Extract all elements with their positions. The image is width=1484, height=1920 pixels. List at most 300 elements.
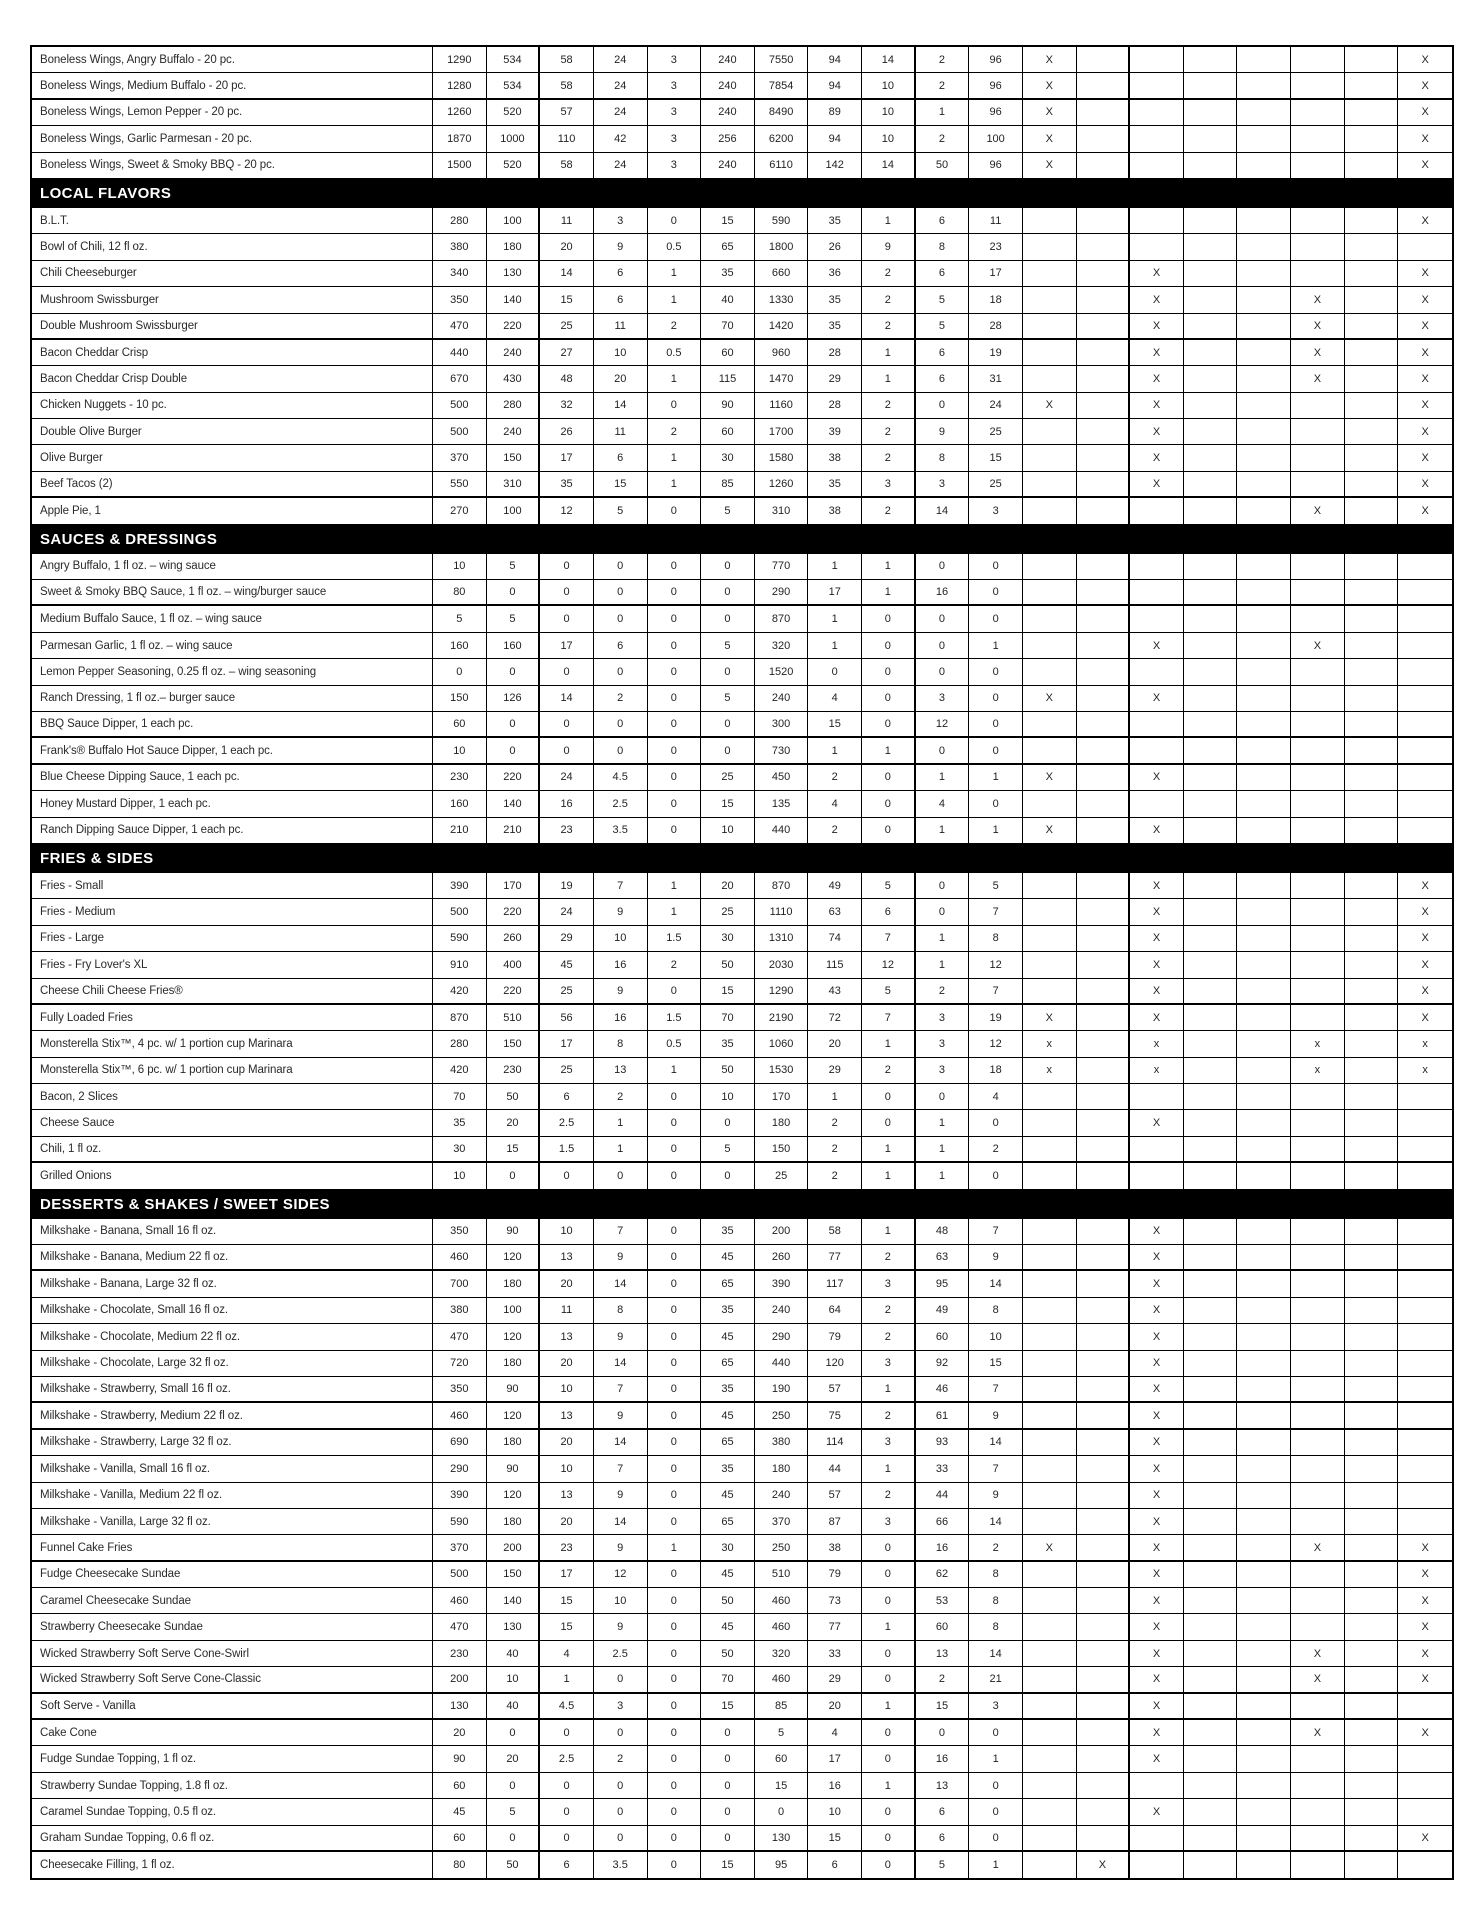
item-name-cell: Mushroom Swissburger xyxy=(32,287,433,312)
nutrition-value-cell: 220 xyxy=(487,899,541,924)
nutrition-value-cell: 8490 xyxy=(755,100,809,125)
nutrition-value-cell: 3 xyxy=(648,100,702,125)
nutrition-value-cell: 20 xyxy=(487,1746,541,1771)
nutrition-value-cell: 20 xyxy=(808,1031,862,1056)
allergen-empty-cell xyxy=(1291,952,1345,977)
nutrition-value-cell: 23 xyxy=(540,1535,594,1559)
allergen-empty-cell xyxy=(1345,498,1399,523)
nutrition-value-cell: 17 xyxy=(808,580,862,604)
nutrition-value-cell: 200 xyxy=(755,1219,809,1244)
nutrition-value-cell: 8 xyxy=(594,1298,648,1323)
table-row xyxy=(32,234,1452,260)
nutrition-value-cell: 58 xyxy=(540,47,594,72)
nutrition-value-cell: 20 xyxy=(808,1694,862,1718)
nutrition-value-cell: 38 xyxy=(808,1535,862,1559)
allergen-empty-cell xyxy=(1291,554,1345,579)
nutrition-value-cell: 0 xyxy=(540,1799,594,1824)
nutrition-value-cell: 0 xyxy=(969,554,1023,579)
allergen-empty-cell xyxy=(1130,1773,1184,1798)
nutrition-value-cell: 70 xyxy=(701,1667,755,1691)
allergen-empty-cell xyxy=(1077,1351,1131,1376)
allergen-empty-cell xyxy=(1077,314,1131,338)
nutrition-value-cell: 0 xyxy=(916,633,970,658)
nutrition-value-cell: 5 xyxy=(594,498,648,523)
item-name-cell: Strawberry Cheesecake Sundae xyxy=(32,1614,433,1639)
nutrition-value-cell: 57 xyxy=(540,100,594,125)
allergen-empty-cell xyxy=(1077,633,1131,658)
nutrition-value-cell: 2 xyxy=(916,47,970,72)
allergen-empty-cell xyxy=(1023,1720,1077,1745)
nutrition-value-cell: 0 xyxy=(594,1773,648,1798)
nutrition-value-cell: 9 xyxy=(969,1483,1023,1508)
item-name-cell: Milkshake - Strawberry, Large 32 fl oz. xyxy=(32,1430,433,1455)
nutrition-value-cell: 1 xyxy=(862,366,916,391)
nutrition-value-cell: 870 xyxy=(755,873,809,898)
allergen-empty-cell xyxy=(1023,926,1077,951)
nutrition-value-cell: 20 xyxy=(540,1351,594,1376)
nutrition-value-cell: 5 xyxy=(487,1799,541,1824)
allergen-empty-cell xyxy=(1345,633,1399,658)
allergen-empty-cell xyxy=(1130,1852,1184,1878)
allergen-empty-cell xyxy=(1345,1403,1399,1427)
allergen-empty-cell xyxy=(1237,1799,1291,1824)
nutrition-value-cell: 8 xyxy=(916,234,970,259)
nutrition-value-cell: 1 xyxy=(648,472,702,496)
nutrition-value-cell: 1 xyxy=(969,818,1023,843)
allergen-empty-cell xyxy=(1077,47,1131,72)
allergen-empty-cell xyxy=(1398,1377,1452,1401)
nutrition-value-cell: 10 xyxy=(594,926,648,951)
allergen-empty-cell xyxy=(1345,791,1399,816)
allergen-empty-cell xyxy=(1077,873,1131,898)
table-row xyxy=(32,1377,1452,1403)
nutrition-value-cell: 1290 xyxy=(755,979,809,1003)
nutrition-value-cell: 45 xyxy=(540,952,594,977)
table-row xyxy=(32,1110,1452,1136)
allergen-x-mark-cell: x xyxy=(1023,1058,1077,1083)
allergen-empty-cell xyxy=(1184,1058,1238,1083)
nutrition-value-cell: 73 xyxy=(808,1588,862,1613)
nutrition-value-cell: 5 xyxy=(433,606,487,631)
allergen-empty-cell xyxy=(1184,926,1238,951)
table-row xyxy=(32,208,1452,234)
allergen-empty-cell xyxy=(1345,1031,1399,1056)
nutrition-value-cell: 23 xyxy=(540,818,594,843)
nutrition-value-cell: 15 xyxy=(916,1694,970,1718)
nutrition-value-cell: 0 xyxy=(540,1720,594,1745)
nutrition-value-cell: 15 xyxy=(487,1137,541,1161)
allergen-empty-cell xyxy=(1291,738,1345,762)
nutrition-value-cell: 0 xyxy=(648,1110,702,1135)
table-row xyxy=(32,1588,1452,1614)
nutrition-value-cell: 0 xyxy=(648,208,702,233)
allergen-empty-cell xyxy=(1023,1509,1077,1534)
nutrition-value-cell: 1 xyxy=(969,1852,1023,1878)
nutrition-value-cell: 29 xyxy=(540,926,594,951)
allergen-empty-cell xyxy=(1291,1483,1345,1508)
table-row xyxy=(32,73,1452,99)
allergen-empty-cell xyxy=(1184,1562,1238,1587)
allergen-empty-cell xyxy=(1077,1298,1131,1323)
nutrition-value-cell: 0 xyxy=(862,1826,916,1850)
nutrition-value-cell: 0 xyxy=(648,1720,702,1745)
nutrition-value-cell: 0 xyxy=(648,1746,702,1771)
nutrition-value-cell: 0 xyxy=(862,1535,916,1559)
nutrition-value-cell: 310 xyxy=(755,498,809,523)
allergen-empty-cell xyxy=(1291,1403,1345,1427)
nutrition-value-cell: 24 xyxy=(594,153,648,178)
nutrition-value-cell: 120 xyxy=(487,1245,541,1269)
allergen-x-mark-cell: X xyxy=(1023,126,1077,151)
nutrition-value-cell: 0 xyxy=(594,1163,648,1188)
nutrition-value-cell: 0 xyxy=(969,1799,1023,1824)
item-name-cell: Chili, 1 fl oz. xyxy=(32,1137,433,1161)
allergen-empty-cell xyxy=(1184,100,1238,125)
nutrition-value-cell: 1 xyxy=(808,738,862,762)
allergen-x-mark-cell: X xyxy=(1291,366,1345,391)
allergen-x-mark-cell: X xyxy=(1023,47,1077,72)
nutrition-value-cell: 590 xyxy=(755,208,809,233)
nutrition-value-cell: 430 xyxy=(487,366,541,391)
allergen-empty-cell xyxy=(1023,738,1077,762)
nutrition-value-cell: 130 xyxy=(487,261,541,286)
item-name-cell: Milkshake - Strawberry, Small 16 fl oz. xyxy=(32,1377,433,1401)
nutrition-value-cell: 30 xyxy=(701,445,755,470)
nutrition-value-cell: 35 xyxy=(701,1456,755,1481)
nutrition-value-cell: 1 xyxy=(808,606,862,631)
allergen-x-mark-cell: X xyxy=(1130,1403,1184,1427)
nutrition-value-cell: 0 xyxy=(648,659,702,684)
nutrition-value-cell: 690 xyxy=(433,1430,487,1455)
allergen-empty-cell xyxy=(1291,1588,1345,1613)
nutrition-value-cell: 35 xyxy=(808,287,862,312)
allergen-empty-cell xyxy=(1023,1773,1077,1798)
item-name-cell: Fries - Fry Lover's XL xyxy=(32,952,433,977)
allergen-x-mark-cell: x xyxy=(1291,1031,1345,1056)
nutrition-value-cell: 1.5 xyxy=(648,926,702,951)
allergen-empty-cell xyxy=(1130,712,1184,736)
nutrition-value-cell: 90 xyxy=(701,393,755,418)
nutrition-value-cell: 35 xyxy=(701,261,755,286)
allergen-empty-cell xyxy=(1184,1720,1238,1745)
allergen-empty-cell xyxy=(1398,1403,1452,1427)
nutrition-value-cell: 910 xyxy=(433,952,487,977)
nutrition-value-cell: 0 xyxy=(701,738,755,762)
allergen-x-mark-cell: X xyxy=(1421,1647,1429,1660)
nutrition-value-cell: 50 xyxy=(701,1058,755,1083)
nutrition-value-cell: 510 xyxy=(487,1005,541,1030)
nutrition-value-cell: 390 xyxy=(433,873,487,898)
nutrition-value-cell: 0 xyxy=(701,1826,755,1850)
nutrition-value-cell: 4 xyxy=(808,791,862,816)
nutrition-value-cell: 45 xyxy=(701,1324,755,1349)
allergen-empty-cell xyxy=(1184,1614,1238,1639)
nutrition-value-cell: 470 xyxy=(433,1614,487,1639)
nutrition-value-cell: 6 xyxy=(916,261,970,286)
allergen-empty-cell xyxy=(1237,208,1291,233)
allergen-empty-cell xyxy=(1077,208,1131,233)
allergen-empty-cell xyxy=(1184,606,1238,631)
nutrition-value-cell: 1 xyxy=(808,1084,862,1109)
allergen-empty-cell xyxy=(1077,1031,1131,1056)
nutrition-value-cell: 0 xyxy=(862,1746,916,1771)
allergen-empty-cell xyxy=(1023,1852,1077,1878)
table-row xyxy=(32,153,1452,179)
nutrition-value-cell: 10 xyxy=(540,1456,594,1481)
allergen-empty-cell xyxy=(1237,791,1291,816)
nutrition-value-cell: 3 xyxy=(862,1271,916,1296)
nutrition-value-cell: 1 xyxy=(648,261,702,286)
nutrition-value-cell: 0 xyxy=(648,765,702,790)
nutrition-value-cell: 380 xyxy=(755,1430,809,1455)
nutrition-value-cell: 5 xyxy=(969,873,1023,898)
nutrition-value-cell: 0 xyxy=(862,1799,916,1824)
nutrition-value-cell: 10 xyxy=(862,126,916,151)
nutrition-value-cell: 50 xyxy=(487,1852,541,1878)
allergen-empty-cell xyxy=(1184,952,1238,977)
nutrition-value-cell: 380 xyxy=(433,234,487,259)
nutrition-value-cell: 0 xyxy=(916,554,970,579)
allergen-empty-cell xyxy=(1130,659,1184,684)
nutrition-value-cell: 79 xyxy=(808,1324,862,1349)
nutrition-value-cell: 270 xyxy=(433,498,487,523)
nutrition-value-cell: 240 xyxy=(701,153,755,178)
allergen-empty-cell xyxy=(1345,1483,1399,1508)
nutrition-value-cell: 24 xyxy=(594,47,648,72)
allergen-empty-cell xyxy=(1184,1588,1238,1613)
nutrition-value-cell: 74 xyxy=(808,926,862,951)
nutrition-value-cell: 24 xyxy=(969,393,1023,418)
allergen-empty-cell xyxy=(1184,554,1238,579)
allergen-empty-cell xyxy=(1237,738,1291,762)
allergen-empty-cell xyxy=(1077,1588,1131,1613)
nutrition-value-cell: 95 xyxy=(916,1271,970,1296)
allergen-empty-cell xyxy=(1291,1852,1345,1878)
allergen-empty-cell xyxy=(1184,818,1238,843)
nutrition-value-cell: 14 xyxy=(969,1641,1023,1666)
nutrition-value-cell: 15 xyxy=(808,1826,862,1850)
nutrition-value-cell: 20 xyxy=(594,366,648,391)
nutrition-value-cell: 1 xyxy=(648,445,702,470)
nutrition-value-cell: 260 xyxy=(487,926,541,951)
allergen-x-mark-cell: X xyxy=(1291,340,1345,365)
nutrition-value-cell: 0 xyxy=(969,606,1023,631)
nutrition-value-cell: 0 xyxy=(701,1720,755,1745)
nutrition-value-cell: 11 xyxy=(540,1298,594,1323)
item-name-cell: Blue Cheese Dipping Sauce, 1 each pc. xyxy=(32,765,433,790)
allergen-empty-cell xyxy=(1184,73,1238,97)
nutrition-value-cell: 30 xyxy=(433,1137,487,1161)
nutrition-value-cell: 39 xyxy=(808,419,862,444)
allergen-x-mark-cell: X xyxy=(1130,1005,1184,1030)
nutrition-value-cell: 0 xyxy=(648,1163,702,1188)
table-row xyxy=(32,712,1452,738)
allergen-empty-cell xyxy=(1184,1509,1238,1534)
nutrition-value-cell: 180 xyxy=(755,1456,809,1481)
allergen-x-mark-cell: X xyxy=(1130,1298,1184,1323)
allergen-empty-cell xyxy=(1184,1110,1238,1135)
allergen-empty-cell xyxy=(1291,261,1345,286)
allergen-empty-cell xyxy=(1237,419,1291,444)
allergen-empty-cell xyxy=(1184,126,1238,151)
nutrition-value-cell: 65 xyxy=(701,234,755,259)
table-row xyxy=(32,393,1452,419)
nutrition-value-cell: 240 xyxy=(701,100,755,125)
allergen-empty-cell xyxy=(1237,1667,1291,1691)
nutrition-value-cell: 500 xyxy=(433,419,487,444)
allergen-empty-cell xyxy=(1023,633,1077,658)
allergen-empty-cell xyxy=(1184,340,1238,365)
nutrition-value-cell: 1 xyxy=(862,1219,916,1244)
nutrition-value-cell: 0 xyxy=(916,393,970,418)
allergen-empty-cell xyxy=(1237,659,1291,684)
allergen-empty-cell xyxy=(1291,1005,1345,1030)
allergen-empty-cell xyxy=(1023,208,1077,233)
nutrition-value-cell: 60 xyxy=(755,1746,809,1771)
nutrition-value-cell: 32 xyxy=(540,393,594,418)
nutrition-value-cell: 63 xyxy=(916,1245,970,1269)
nutrition-value-cell: 60 xyxy=(433,1826,487,1850)
nutrition-value-cell: 1110 xyxy=(755,899,809,924)
allergen-empty-cell xyxy=(1345,765,1399,790)
nutrition-value-cell: 0 xyxy=(916,899,970,924)
nutrition-value-cell: 6 xyxy=(916,1826,970,1850)
nutrition-value-cell: 94 xyxy=(808,126,862,151)
allergen-empty-cell xyxy=(1184,1137,1238,1161)
nutrition-value-cell: 0 xyxy=(648,1667,702,1691)
nutrition-value-cell: 9 xyxy=(594,979,648,1003)
allergen-empty-cell xyxy=(1237,498,1291,523)
nutrition-value-cell: 7550 xyxy=(755,47,809,72)
nutrition-value-cell: 180 xyxy=(487,1430,541,1455)
nutrition-value-cell: 35 xyxy=(808,208,862,233)
nutrition-value-cell: 50 xyxy=(701,1641,755,1666)
item-name-cell: Cheese Sauce xyxy=(32,1110,433,1135)
nutrition-value-cell: 1330 xyxy=(755,287,809,312)
allergen-empty-cell xyxy=(1023,1324,1077,1349)
allergen-empty-cell xyxy=(1184,419,1238,444)
allergen-x-mark-cell: X xyxy=(1421,1568,1429,1581)
allergen-empty-cell xyxy=(1345,1271,1399,1296)
allergen-empty-cell xyxy=(1184,366,1238,391)
nutrition-value-cell: 230 xyxy=(433,765,487,790)
nutrition-value-cell: 460 xyxy=(755,1614,809,1639)
nutrition-value-cell: 2 xyxy=(862,445,916,470)
allergen-empty-cell xyxy=(1077,73,1131,97)
allergen-x-mark-cell: X xyxy=(1130,1430,1184,1455)
nutrition-value-cell: 1 xyxy=(862,1137,916,1161)
table-row xyxy=(32,765,1452,791)
nutrition-value-cell: 10 xyxy=(594,1588,648,1613)
nutrition-value-cell: 0 xyxy=(969,738,1023,762)
table-row xyxy=(32,1403,1452,1429)
nutrition-value-cell: 4.5 xyxy=(594,765,648,790)
nutrition-value-cell: 0 xyxy=(862,712,916,736)
allergen-x-mark-cell: X xyxy=(1130,1456,1184,1481)
allergen-x-mark-cell: X xyxy=(1421,879,1429,892)
nutrition-value-cell: 0 xyxy=(540,1163,594,1188)
allergen-x-mark-cell: X xyxy=(1130,979,1184,1003)
nutrition-value-cell: 1000 xyxy=(487,126,541,151)
nutrition-value-cell: 10 xyxy=(969,1324,1023,1349)
allergen-empty-cell xyxy=(1237,1562,1291,1587)
nutrition-value-cell: 6 xyxy=(916,208,970,233)
allergen-empty-cell xyxy=(1345,1614,1399,1639)
allergen-empty-cell xyxy=(1345,899,1399,924)
nutrition-value-cell: 256 xyxy=(701,126,755,151)
allergen-empty-cell xyxy=(1345,1720,1399,1745)
nutrition-value-cell: 250 xyxy=(755,1535,809,1559)
allergen-empty-cell xyxy=(1077,899,1131,924)
allergen-empty-cell xyxy=(1184,1826,1238,1850)
allergen-x-mark-cell: X xyxy=(1130,1562,1184,1587)
allergen-x-mark-cell: X xyxy=(1421,425,1429,438)
allergen-empty-cell xyxy=(1023,1588,1077,1613)
nutrition-value-cell: 370 xyxy=(433,1535,487,1559)
allergen-empty-cell xyxy=(1023,1694,1077,1718)
nutrition-value-cell: 0 xyxy=(540,659,594,684)
nutrition-value-cell: 63 xyxy=(808,899,862,924)
allergen-empty-cell xyxy=(1398,765,1452,790)
allergen-empty-cell xyxy=(1398,1456,1452,1481)
allergen-empty-cell xyxy=(1237,73,1291,97)
allergen-empty-cell xyxy=(1184,873,1238,898)
nutrition-value-cell: 8 xyxy=(969,1614,1023,1639)
allergen-empty-cell xyxy=(1130,234,1184,259)
table-row xyxy=(32,1456,1452,1482)
allergen-x-mark-cell: X xyxy=(1130,314,1184,338)
allergen-empty-cell xyxy=(1291,580,1345,604)
allergen-x-mark-cell: X xyxy=(1421,452,1429,465)
allergen-x-mark-cell: X xyxy=(1421,79,1429,92)
nutrition-value-cell: 20 xyxy=(540,1430,594,1455)
item-name-cell: Medium Buffalo Sauce, 1 fl oz. – wing sauce xyxy=(32,606,433,631)
nutrition-value-cell: 0 xyxy=(648,1403,702,1427)
nutrition-value-cell: 0 xyxy=(701,1773,755,1798)
nutrition-value-cell: 420 xyxy=(433,1058,487,1083)
allergen-empty-cell xyxy=(1345,580,1399,604)
table-row xyxy=(32,818,1452,844)
nutrition-value-cell: 380 xyxy=(433,1298,487,1323)
allergen-empty-cell xyxy=(1077,606,1131,631)
nutrition-value-cell: 62 xyxy=(916,1562,970,1587)
nutrition-value-cell: 180 xyxy=(487,1271,541,1296)
nutrition-value-cell: 120 xyxy=(487,1483,541,1508)
nutrition-value-cell: 390 xyxy=(433,1483,487,1508)
allergen-x-mark-cell: x xyxy=(1422,1037,1428,1050)
nutrition-value-cell: 35 xyxy=(540,472,594,496)
allergen-empty-cell xyxy=(1237,1852,1291,1878)
nutrition-value-cell: 350 xyxy=(433,287,487,312)
item-name-cell: BBQ Sauce Dipper, 1 each pc. xyxy=(32,712,433,736)
nutrition-value-cell: 420 xyxy=(433,979,487,1003)
nutrition-value-cell: 1 xyxy=(862,1773,916,1798)
nutrition-value-cell: 0 xyxy=(648,1298,702,1323)
nutrition-value-cell: 15 xyxy=(755,1773,809,1798)
nutrition-value-cell: 2 xyxy=(862,1483,916,1508)
nutrition-value-cell: 1 xyxy=(862,1163,916,1188)
allergen-empty-cell xyxy=(1398,554,1452,579)
allergen-empty-cell xyxy=(1077,1746,1131,1771)
allergen-empty-cell xyxy=(1345,314,1399,338)
nutrition-value-cell: 1 xyxy=(648,1535,702,1559)
section-header-sauces-dressings: SAUCES & DRESSINGS xyxy=(32,525,1452,554)
allergen-x-mark-cell: X xyxy=(1421,1594,1429,1607)
nutrition-value-cell: 12 xyxy=(540,498,594,523)
item-name-cell: Chili Cheeseburger xyxy=(32,261,433,286)
table-row xyxy=(32,899,1452,925)
nutrition-value-cell: 35 xyxy=(701,1298,755,1323)
